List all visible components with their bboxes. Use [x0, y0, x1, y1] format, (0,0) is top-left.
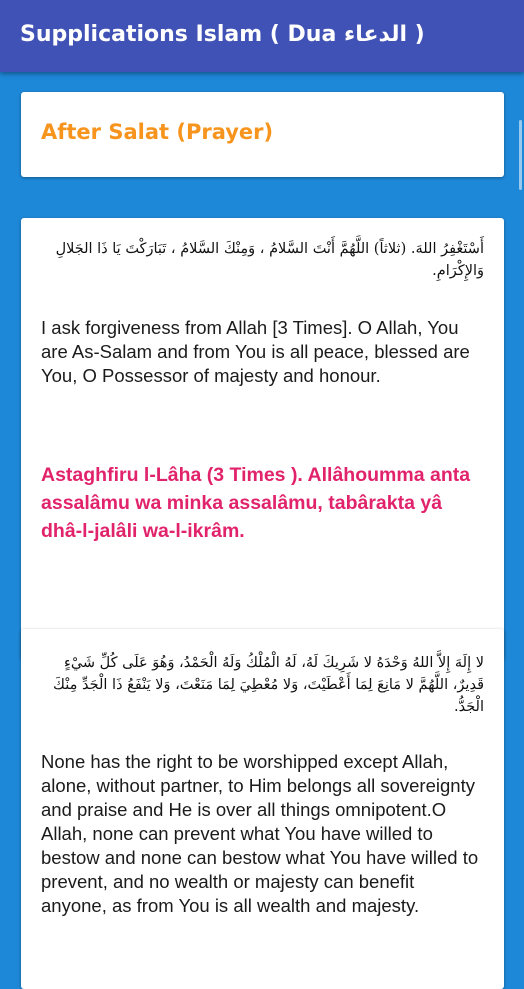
dua-list[interactable] [0, 72, 524, 916]
dua-transliteration-text: Astaghfiru l-Lâha (3 Times ). Allâhoumma anta assalâmu wa minka assalâmu, tabârakta yâ dhâ-l-jalâli wa-l-ikrâm. [41, 464, 471, 542]
scrollbar[interactable] [519, 120, 522, 190]
app-title: Supplications Islam ( Dua الدعاء ) [20, 22, 425, 47]
dua-arabic-text: لا إِلَهَ إِلاَّ اللهُ وَحْدَهُ لا شَرِيكَ لَهُ، لَهُ الْمُلْكُ وَلَهُ الْحَمْدُ، وَهُوَ عَلَى كُلِّ شَيْءٍ قَدِيرٌ، اللَّهُمَّ لا مَانِعَ لِمَا أَعْطَيْتَ، وَلا مُعْطِيَ لِمَا مَنَعْتَ، وَلا يَنْفَعُ ذَا الْجَدِّ مِنْكَ الْجَدُّ. [53, 655, 484, 715]
dua-translation-text: I ask forgiveness from Allah [3 Times]. O Allah, You are As-Salam and from You is all peace, blessed are You, O Possessor of majesty and honour. [41, 317, 470, 386]
app-bar [0, 0, 524, 72]
dua-card[interactable] [21, 629, 504, 989]
dua-translation-text: None has the right to be worshipped except Allah, alone, without partner, to Him belongs all sovereignty and praise and He is over all things omnipotent.O Allah, none can prevent what You have willed to bestow and none can bestow what You have willed to prevent, and no wealth or majesty can benefit anyone, as from You is all wealth and majesty. [41, 751, 479, 916]
dua-arabic-text: أَسْتَغْفِرُ اللهَ. (ثلاثاً) اللَّهُمَّ أَنْتَ السَّلامُ ، وَمِنْكَ السَّلامُ ، تَبَارَكْتَ يَا ذَا الجَلالِ وَالإِكْرَامِ. [55, 241, 484, 279]
section-title: After Salat (Prayer) [41, 120, 274, 144]
dua-card[interactable] [21, 218, 504, 659]
section-header-card [21, 92, 504, 177]
